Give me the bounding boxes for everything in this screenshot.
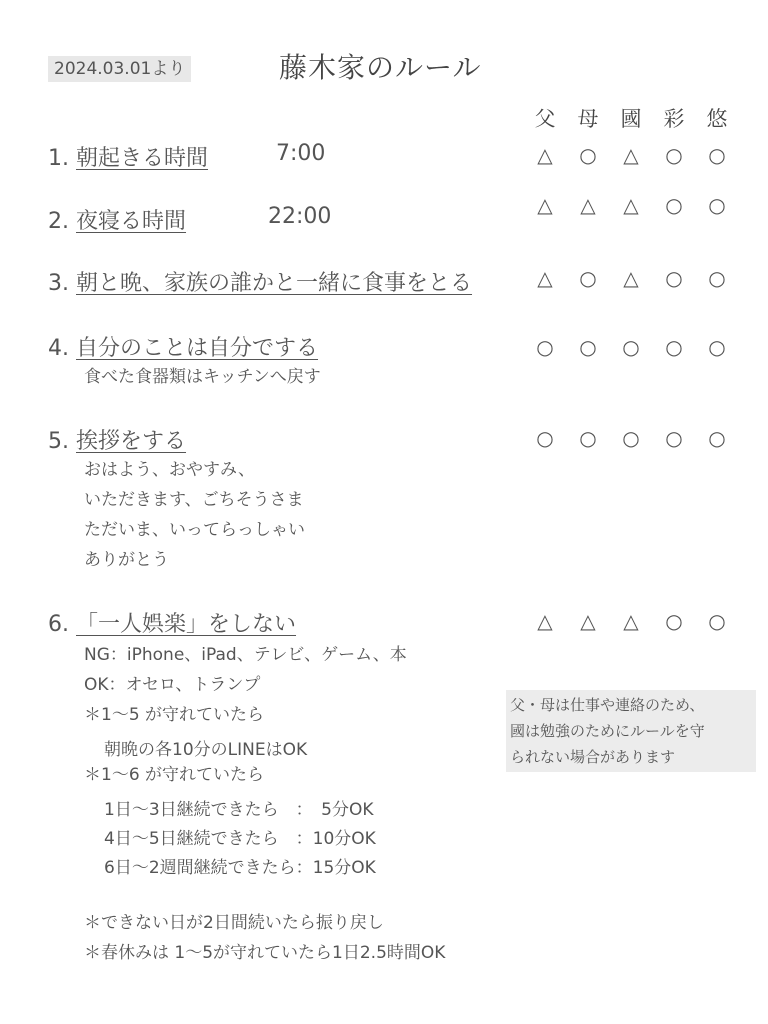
rule-2-mark-father: △ — [537, 193, 553, 217]
rule-5-title — [48, 424, 186, 455]
rule-6-reward-2: 1日〜3日継続できたら ： 5分OK — [104, 800, 374, 820]
rule-number: 1. — [48, 146, 69, 171]
rule-6-mark-yu: ○ — [708, 609, 726, 633]
rule-3-mark-aya: ○ — [665, 266, 683, 290]
rule-5-mark-aya: ○ — [665, 426, 683, 450]
rule-2-time: 22:00 — [268, 204, 332, 229]
rule-6-mark-koku: △ — [623, 609, 639, 633]
rule-6-reward-4: 6日〜2週間継続できたら：15分OK — [104, 858, 376, 878]
rule-2-title — [48, 204, 186, 235]
rule-4-mark-mother: ○ — [579, 335, 597, 359]
rule-5-detail-3: ただいま、いってらっしゃい — [84, 520, 305, 540]
rule-number: 6. — [48, 612, 69, 637]
rule-6-condition-1: ＊1〜5 が守れていたら — [84, 705, 265, 725]
rule-number: 4. — [48, 336, 69, 361]
rule-5-mark-father: ○ — [536, 426, 554, 450]
rule-text: 朝と晩、家族の誰かと一緒に食事をとる — [76, 271, 473, 296]
rule-6-reward-1: 朝晩の各10分のLINEはOK — [104, 740, 308, 760]
rule-number: 5. — [48, 429, 69, 454]
rule-2-mark-aya: ○ — [665, 193, 683, 217]
member-header-koku: 國 — [620, 107, 642, 131]
rule-4-detail-1: 食べた食器類はキッチンへ戻す — [84, 367, 321, 387]
rule-3-mark-mother: ○ — [579, 266, 597, 290]
rule-6-note-1: ＊できない日が2日間続いたら振り戻し — [84, 913, 384, 933]
rule-3-title — [48, 266, 472, 297]
note-line: 國は勉強のためにルールを守 — [510, 722, 705, 740]
rule-3-mark-father: △ — [537, 266, 553, 290]
rule-4-title — [48, 331, 318, 362]
rule-text: 朝起きる時間 — [76, 146, 209, 171]
rule-6-note-2: ＊春休みは 1〜5が守れていたら1日2.5時間OK — [84, 943, 446, 963]
rule-4-mark-father: ○ — [536, 335, 554, 359]
rule-number: 2. — [48, 209, 69, 234]
rule-1-time: 7:00 — [276, 141, 326, 166]
rule-6-mark-mother: △ — [580, 609, 596, 633]
rule-5-mark-koku: ○ — [622, 426, 640, 450]
rule-5-detail-4: ありがとう — [84, 550, 169, 570]
rule-3-mark-yu: ○ — [708, 266, 726, 290]
rule-2-mark-koku: △ — [623, 193, 639, 217]
rule-1-mark-mother: ○ — [579, 143, 597, 167]
rule-4-mark-aya: ○ — [665, 335, 683, 359]
rule-2-mark-mother: △ — [580, 193, 596, 217]
rule-1-mark-aya: ○ — [665, 143, 683, 167]
rule-6-ok-list: OK：オセロ、トランプ — [84, 675, 261, 695]
rule-text: 自分のことは自分でする — [76, 336, 319, 361]
rule-1-mark-father: △ — [537, 143, 553, 167]
rule-text: 挨拶をする — [76, 429, 187, 454]
note-line: られない場合があります — [510, 748, 676, 766]
rule-5-detail-1: おはよう、おやすみ、 — [84, 460, 256, 480]
rule-6-condition-2: ＊1〜6 が守れていたら — [84, 765, 265, 785]
note-line: 父・母は仕事や連絡のため、 — [510, 696, 705, 714]
member-header-father: 父 — [534, 107, 556, 131]
member-header-aya: 彩 — [663, 107, 685, 131]
member-header-mother: 母 — [577, 107, 599, 131]
page-title: 藤木家のルール — [279, 51, 482, 84]
rule-1-mark-koku: △ — [623, 143, 639, 167]
rule-5-detail-2: いただきます、ごちそうさま — [84, 490, 304, 510]
rule-6-title — [48, 607, 296, 638]
rule-1-mark-yu: ○ — [708, 143, 726, 167]
rule-2-mark-yu: ○ — [708, 193, 726, 217]
rule-text: 「一人娯楽」をしない — [76, 612, 297, 637]
member-header-yu: 悠 — [706, 107, 728, 131]
rule-4-mark-yu: ○ — [708, 335, 726, 359]
rule-5-mark-mother: ○ — [579, 426, 597, 450]
rule-6-reward-3: 4日〜5日継続できたら ：10分OK — [104, 829, 376, 849]
rule-6-mark-aya: ○ — [665, 609, 683, 633]
rule-4-mark-koku: ○ — [622, 335, 640, 359]
rule-6-mark-father: △ — [537, 609, 553, 633]
rule-6-ng-list: NG：iPhone、iPad、テレビ、ゲーム、本 — [84, 645, 407, 665]
rule-number: 3. — [48, 271, 69, 296]
rule-text: 夜寝る時間 — [76, 209, 187, 234]
rule-1-title — [48, 141, 208, 172]
rule-3-mark-koku: △ — [623, 266, 639, 290]
date-badge: 2024.03.01より — [48, 56, 191, 82]
rule-5-mark-yu: ○ — [708, 426, 726, 450]
parents-exception-note — [506, 690, 756, 772]
